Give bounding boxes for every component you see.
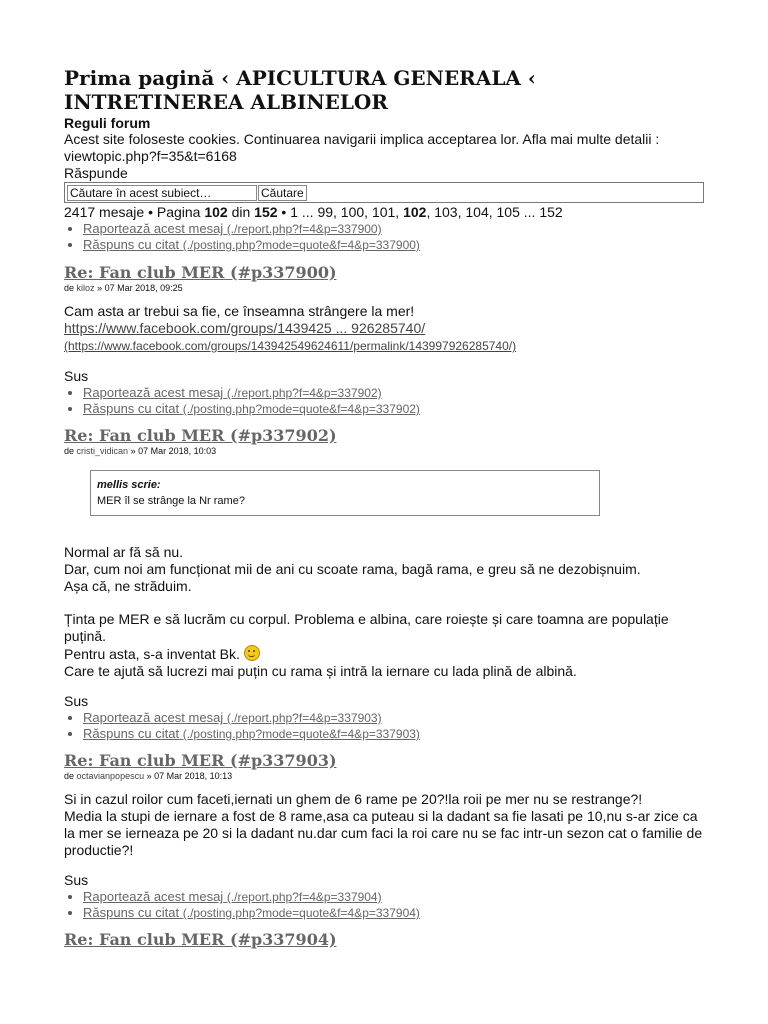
total-pages: 152 bbox=[254, 204, 278, 220]
page-links[interactable]: 1 ... 99, 100, 101, bbox=[290, 204, 400, 220]
quote-link[interactable]: Răspuns cu citat (./posting.php?mode=quote&f=4&p=337904) bbox=[83, 905, 420, 920]
post-title[interactable]: Re: Fan club MER (#p337903) bbox=[64, 751, 337, 770]
post-content: Cam asta ar trebui sa fie, ce înseamna strângere la mer! https://www.facebook.com/groups/1439425 ... 926285740/ (https://www.facebook.com/groups/143942549624611/permalink/143997926285740/) Sus bbox=[64, 303, 704, 385]
post-link-full[interactable]: (https://www.facebook.com/groups/143942549624611/permalink/143997926285740/) bbox=[64, 339, 517, 353]
page-links-after[interactable]: , 103, 104, 105 ... 152 bbox=[426, 204, 563, 220]
post-author[interactable]: kiloz bbox=[76, 283, 95, 293]
report-link[interactable]: Raportează acest mesaj (./report.php?f=4&p=337900) bbox=[83, 221, 382, 236]
post-content: Si in cazul roilor cum faceti,iernati un ghem de 6 rame pe 20?!la roii pe mer nu se restrange?! Media la stupi de iernare a fost de 8 rame,asa ca puteau si la dadant sa fie lasati pe 10,nu s-ar zice ca la mer se ierneaza pe 20 si la dadant nu.dar cum faci la roi care nu se fac intr-un sezon cat o familie de productie?! Sus bbox=[64, 791, 703, 888]
current-page: 102 bbox=[204, 204, 228, 220]
search-button[interactable]: Căutare bbox=[258, 185, 307, 201]
post-meta: de cristi_vidican » 07 Mar 2018, 10:03 bbox=[64, 446, 217, 456]
list-item bbox=[83, 726, 704, 742]
page-link-current: 102 bbox=[403, 204, 427, 220]
post-meta: de kiloz » 07 Mar 2018, 09:25 bbox=[64, 283, 183, 293]
post-actions bbox=[64, 889, 704, 921]
search-input[interactable]: Căutare în acest subiect… bbox=[67, 185, 257, 201]
post-actions bbox=[64, 710, 704, 742]
cookie-notice: Acest site foloseste cookies. Continuarea navigarii implica acceptarea lor. Afla mai multe detalii : viewtopic.php?f=35&t=6168 bbox=[64, 131, 660, 164]
post-link[interactable]: https://www.facebook.com/groups/1439425 ... 926285740/ bbox=[64, 320, 426, 336]
post-content: Normal ar fă să nu. Dar, cum noi am funcționat mii de ani cu scoate rama, bagă rama, e greu să ne dezobișnuim. Așa că, ne străduim. Ținta pe MER e să lucrăm cu corpul. Problema e albina, care roiește și care toamna are populație puțină. Pentru asta, s-a inventat Bk. Care te ajută să lucrezi mai puțin cu rama și intră la iernare cu lada plină de albină. Sus bbox=[64, 544, 704, 710]
report-link[interactable]: Raportează acest mesaj (./report.php?f=4&p=337904) bbox=[83, 889, 382, 904]
post bbox=[64, 426, 704, 742]
quote-link[interactable]: Răspuns cu citat (./posting.php?mode=quote&f=4&p=337900) bbox=[83, 237, 420, 252]
rules-link[interactable]: Reguli forum bbox=[64, 115, 151, 131]
quote-author: mellis scrie: bbox=[97, 479, 161, 491]
post-author[interactable]: octavianpopescu bbox=[76, 771, 145, 781]
post-actions bbox=[64, 221, 704, 253]
list-item bbox=[83, 905, 704, 921]
quote-link[interactable]: Răspuns cu citat (./posting.php?mode=quote&f=4&p=337902) bbox=[83, 401, 420, 416]
pagination: 2417 mesaje • Pagina 102 din 152 • 1 ... 99, 100, 101, 102, 103, 104, 105 ... 152 bbox=[64, 204, 563, 220]
quote-link[interactable]: Răspuns cu citat (./posting.php?mode=quote&f=4&p=337903) bbox=[83, 726, 420, 741]
list-item bbox=[83, 385, 704, 401]
report-link[interactable]: Raportează acest mesaj (./report.php?f=4&p=337903) bbox=[83, 710, 382, 725]
post bbox=[64, 930, 704, 950]
report-link[interactable]: Raportează acest mesaj (./report.php?f=4&p=337902) bbox=[83, 385, 382, 400]
list-item bbox=[83, 237, 704, 253]
list-item bbox=[83, 221, 704, 237]
list-item bbox=[83, 710, 704, 726]
post-meta: de octavianpopescu » 07 Mar 2018, 10:13 bbox=[64, 771, 233, 781]
top-link[interactable]: Sus bbox=[64, 368, 89, 384]
top-link[interactable]: Sus bbox=[64, 693, 89, 709]
wink-smiley-icon bbox=[244, 645, 260, 661]
quote-text: MER îl se strânge la Nr rame? bbox=[97, 495, 245, 507]
reply-link[interactable]: Răspunde bbox=[64, 165, 128, 181]
post-title[interactable]: Re: Fan club MER (#p337900) bbox=[64, 263, 337, 282]
page bbox=[64, 66, 704, 950]
blockquote bbox=[90, 470, 600, 516]
post-count: 2417 mesaje bbox=[64, 204, 145, 220]
search-form bbox=[64, 182, 704, 203]
post bbox=[64, 751, 704, 921]
list-item bbox=[83, 889, 704, 905]
top-link[interactable]: Sus bbox=[64, 872, 89, 888]
post-title[interactable]: Re: Fan club MER (#p337904) bbox=[64, 930, 337, 949]
page-title: Prima pagină ‹ APICULTURA GENERALA ‹ INTRETINEREA ALBINELOR bbox=[64, 66, 536, 114]
list-item bbox=[83, 401, 704, 417]
post bbox=[64, 263, 704, 417]
post-actions bbox=[64, 385, 704, 417]
post-title[interactable]: Re: Fan club MER (#p337902) bbox=[64, 426, 337, 445]
post-author[interactable]: cristi_vidican bbox=[76, 446, 129, 456]
